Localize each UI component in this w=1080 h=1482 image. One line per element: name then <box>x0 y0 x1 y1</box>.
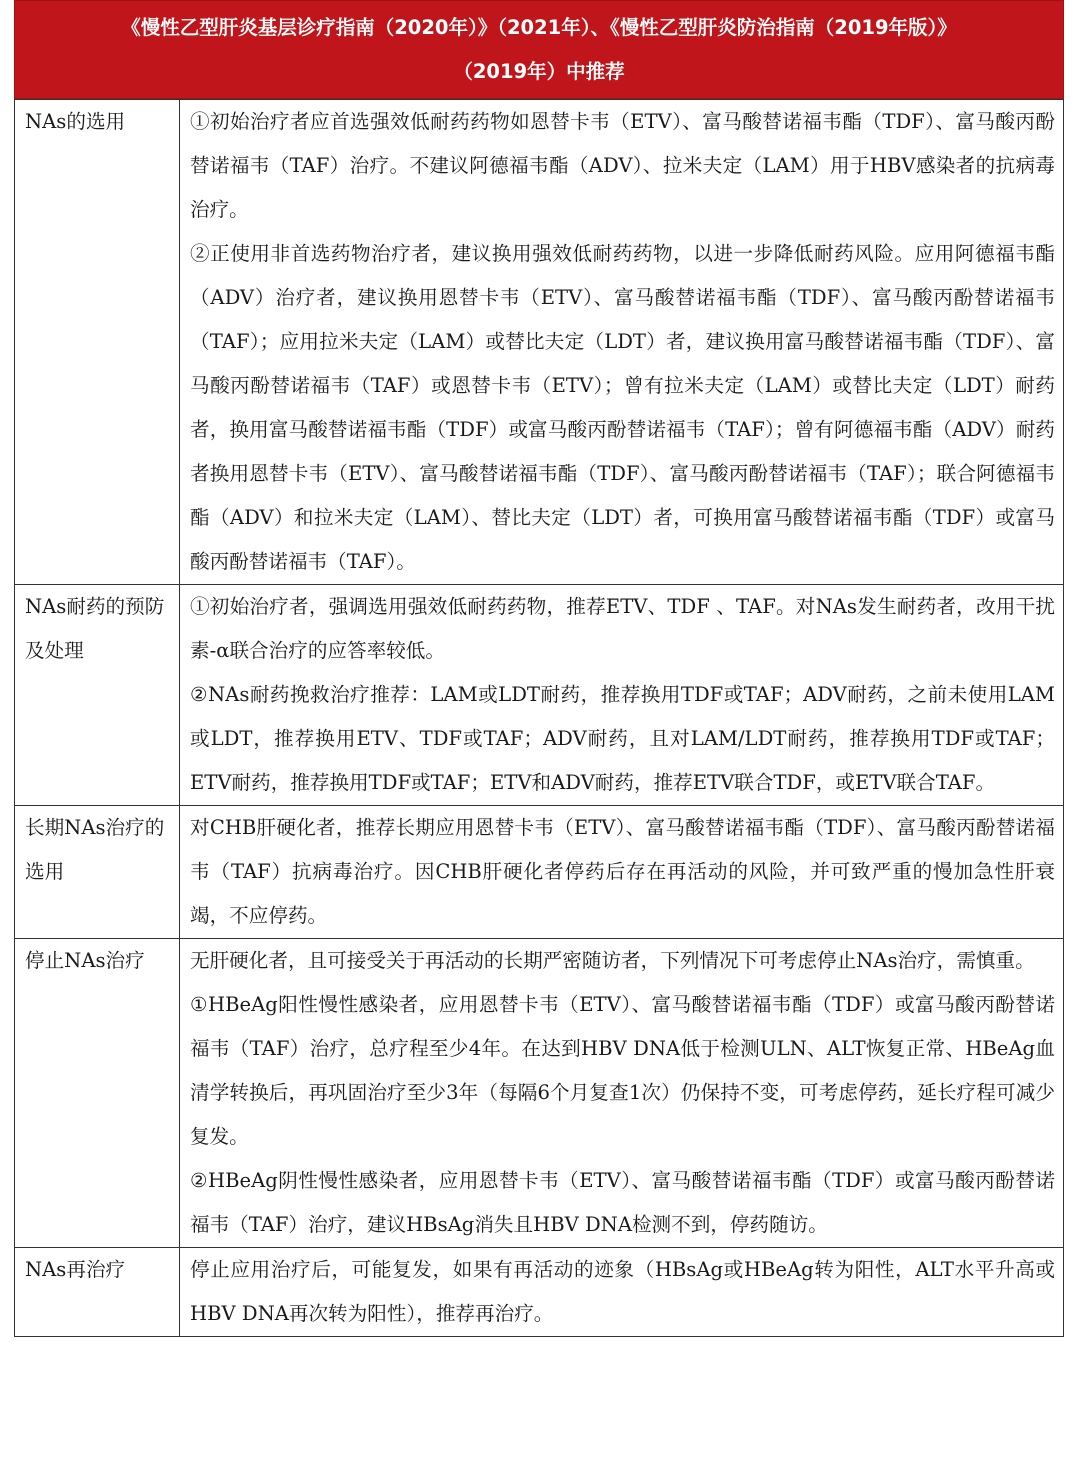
table-row <box>15 806 1064 939</box>
paragraph: ②HBeAg阴性慢性感染者，应用恩替卡韦（ETV）、富马酸替诺福韦酯（TDF）或富马酸丙酚替诺福韦（TAF）治疗，建议HBsAg消失且HBV DNA检测不到，停药随访。 <box>190 1169 1055 1236</box>
row-label: NAs的选用 <box>15 100 180 585</box>
row-label: NAs耐药的预防及处理 <box>15 585 180 806</box>
paragraph: ①HBeAg阳性慢性感染者，应用恩替卡韦（ETV）、富马酸替诺福韦酯（TDF）或富马酸丙酚替诺福韦（TAF）治疗，总疗程至少4年。在达到HBV DNA低于检测ULN、ALT恢复正常、HBeAg血清学转换后，再巩固治疗至少3年（每隔6个月复查1次）仍保持不变，可考虑停药，延长疗程可减少复发。 <box>190 993 1055 1148</box>
paragraph: 对CHB肝硬化者，推荐长期应用恩替卡韦（ETV）、富马酸替诺福韦酯（TDF）、富马酸丙酚替诺福韦（TAF）抗病毒治疗。因CHB肝硬化者停药后存在再活动的风险，并可致严重的慢加急性肝衰竭，不应停药。 <box>190 816 1055 927</box>
guideline-document <box>14 0 1064 1337</box>
table-row <box>15 939 1064 1248</box>
row-content <box>180 939 1064 1248</box>
paragraph: ②正使用非首选药物治疗者，建议换用强效低耐药药物，以进一步降低耐药风险。应用阿德福韦酯（ADV）治疗者，建议换用恩替卡韦（ETV）、富马酸替诺福韦酯（TDF）、富马酸丙酚替诺福韦（TAF）；应用拉米夫定（LAM）或替比夫定（LDT）者，建议换用富马酸替诺福韦酯（TDF）、富马酸丙酚替诺福韦（TAF）或恩替卡韦（ETV）；曾有拉米夫定（LAM）或替比夫定（LDT）耐药者，换用富马酸替诺福韦酯（TDF）或富马酸丙酚替诺福韦（TAF）；曾有阿德福韦酯（ADV）耐药者换用恩替卡韦（ETV）、富马酸替诺福韦酯（TDF）、富马酸丙酚替诺福韦（TAF）；联合阿德福韦酯（ADV）和拉米夫定（LAM）、替比夫定（LDT）者，可换用富马酸替诺福韦酯（TDF）或富马酸丙酚替诺福韦（TAF）。 <box>190 242 1055 573</box>
table-row <box>15 100 1064 585</box>
header-title-line-1: 《慢性乙型肝炎基层诊疗指南（2020年）》（2021年）、《慢性乙型肝炎防治指南（2019年版）》 <box>121 16 957 39</box>
paragraph: ①初始治疗者应首选强效低耐药药物如恩替卡韦（ETV）、富马酸替诺福韦酯（TDF）、富马酸丙酚替诺福韦（TAF）治疗。不建议阿德福韦酯（ADV）、拉米夫定（LAM）用于HBV感染者的抗病毒治疗。 <box>190 110 1055 221</box>
table-header <box>14 0 1064 99</box>
paragraph: 停止应用治疗后，可能复发，如果有再活动的迹象（HBsAg或HBeAg转为阳性，ALT水平升高或HBV DNA再次转为阳性），推荐再治疗。 <box>190 1258 1055 1325</box>
table-row <box>15 1248 1064 1337</box>
row-content <box>180 1248 1064 1337</box>
row-content <box>180 585 1064 806</box>
row-label: 停止NAs治疗 <box>15 939 180 1248</box>
row-label: NAs再治疗 <box>15 1248 180 1337</box>
paragraph: ②NAs耐药挽救治疗推荐：LAM或LDT耐药，推荐换用TDF或TAF；ADV耐药，之前未使用LAM或LDT，推荐换用ETV、TDF或TAF；ADV耐药，且对LAM/LDT耐药，推荐换用TDF或TAF；ETV耐药，推荐换用TDF或TAF；ETV和ADV耐药，推荐ETV联合TDF，或ETV联合TAF。 <box>190 683 1055 794</box>
paragraph: ①初始治疗者，强调选用强效低耐药药物，推荐ETV、TDF 、TAF。对NAs发生耐药者，改用干扰素-α联合治疗的应答率较低。 <box>190 595 1055 662</box>
row-content <box>180 806 1064 939</box>
table-row <box>15 585 1064 806</box>
row-content <box>180 100 1064 585</box>
paragraph: 无肝硬化者，且可接受关于再活动的长期严密随访者，下列情况下可考虑停止NAs治疗，需慎重。 <box>190 949 1035 972</box>
header-title-line-2: （2019年）中推荐 <box>453 60 625 83</box>
recommendation-table <box>14 99 1064 1337</box>
row-label: 长期NAs治疗的选用 <box>15 806 180 939</box>
